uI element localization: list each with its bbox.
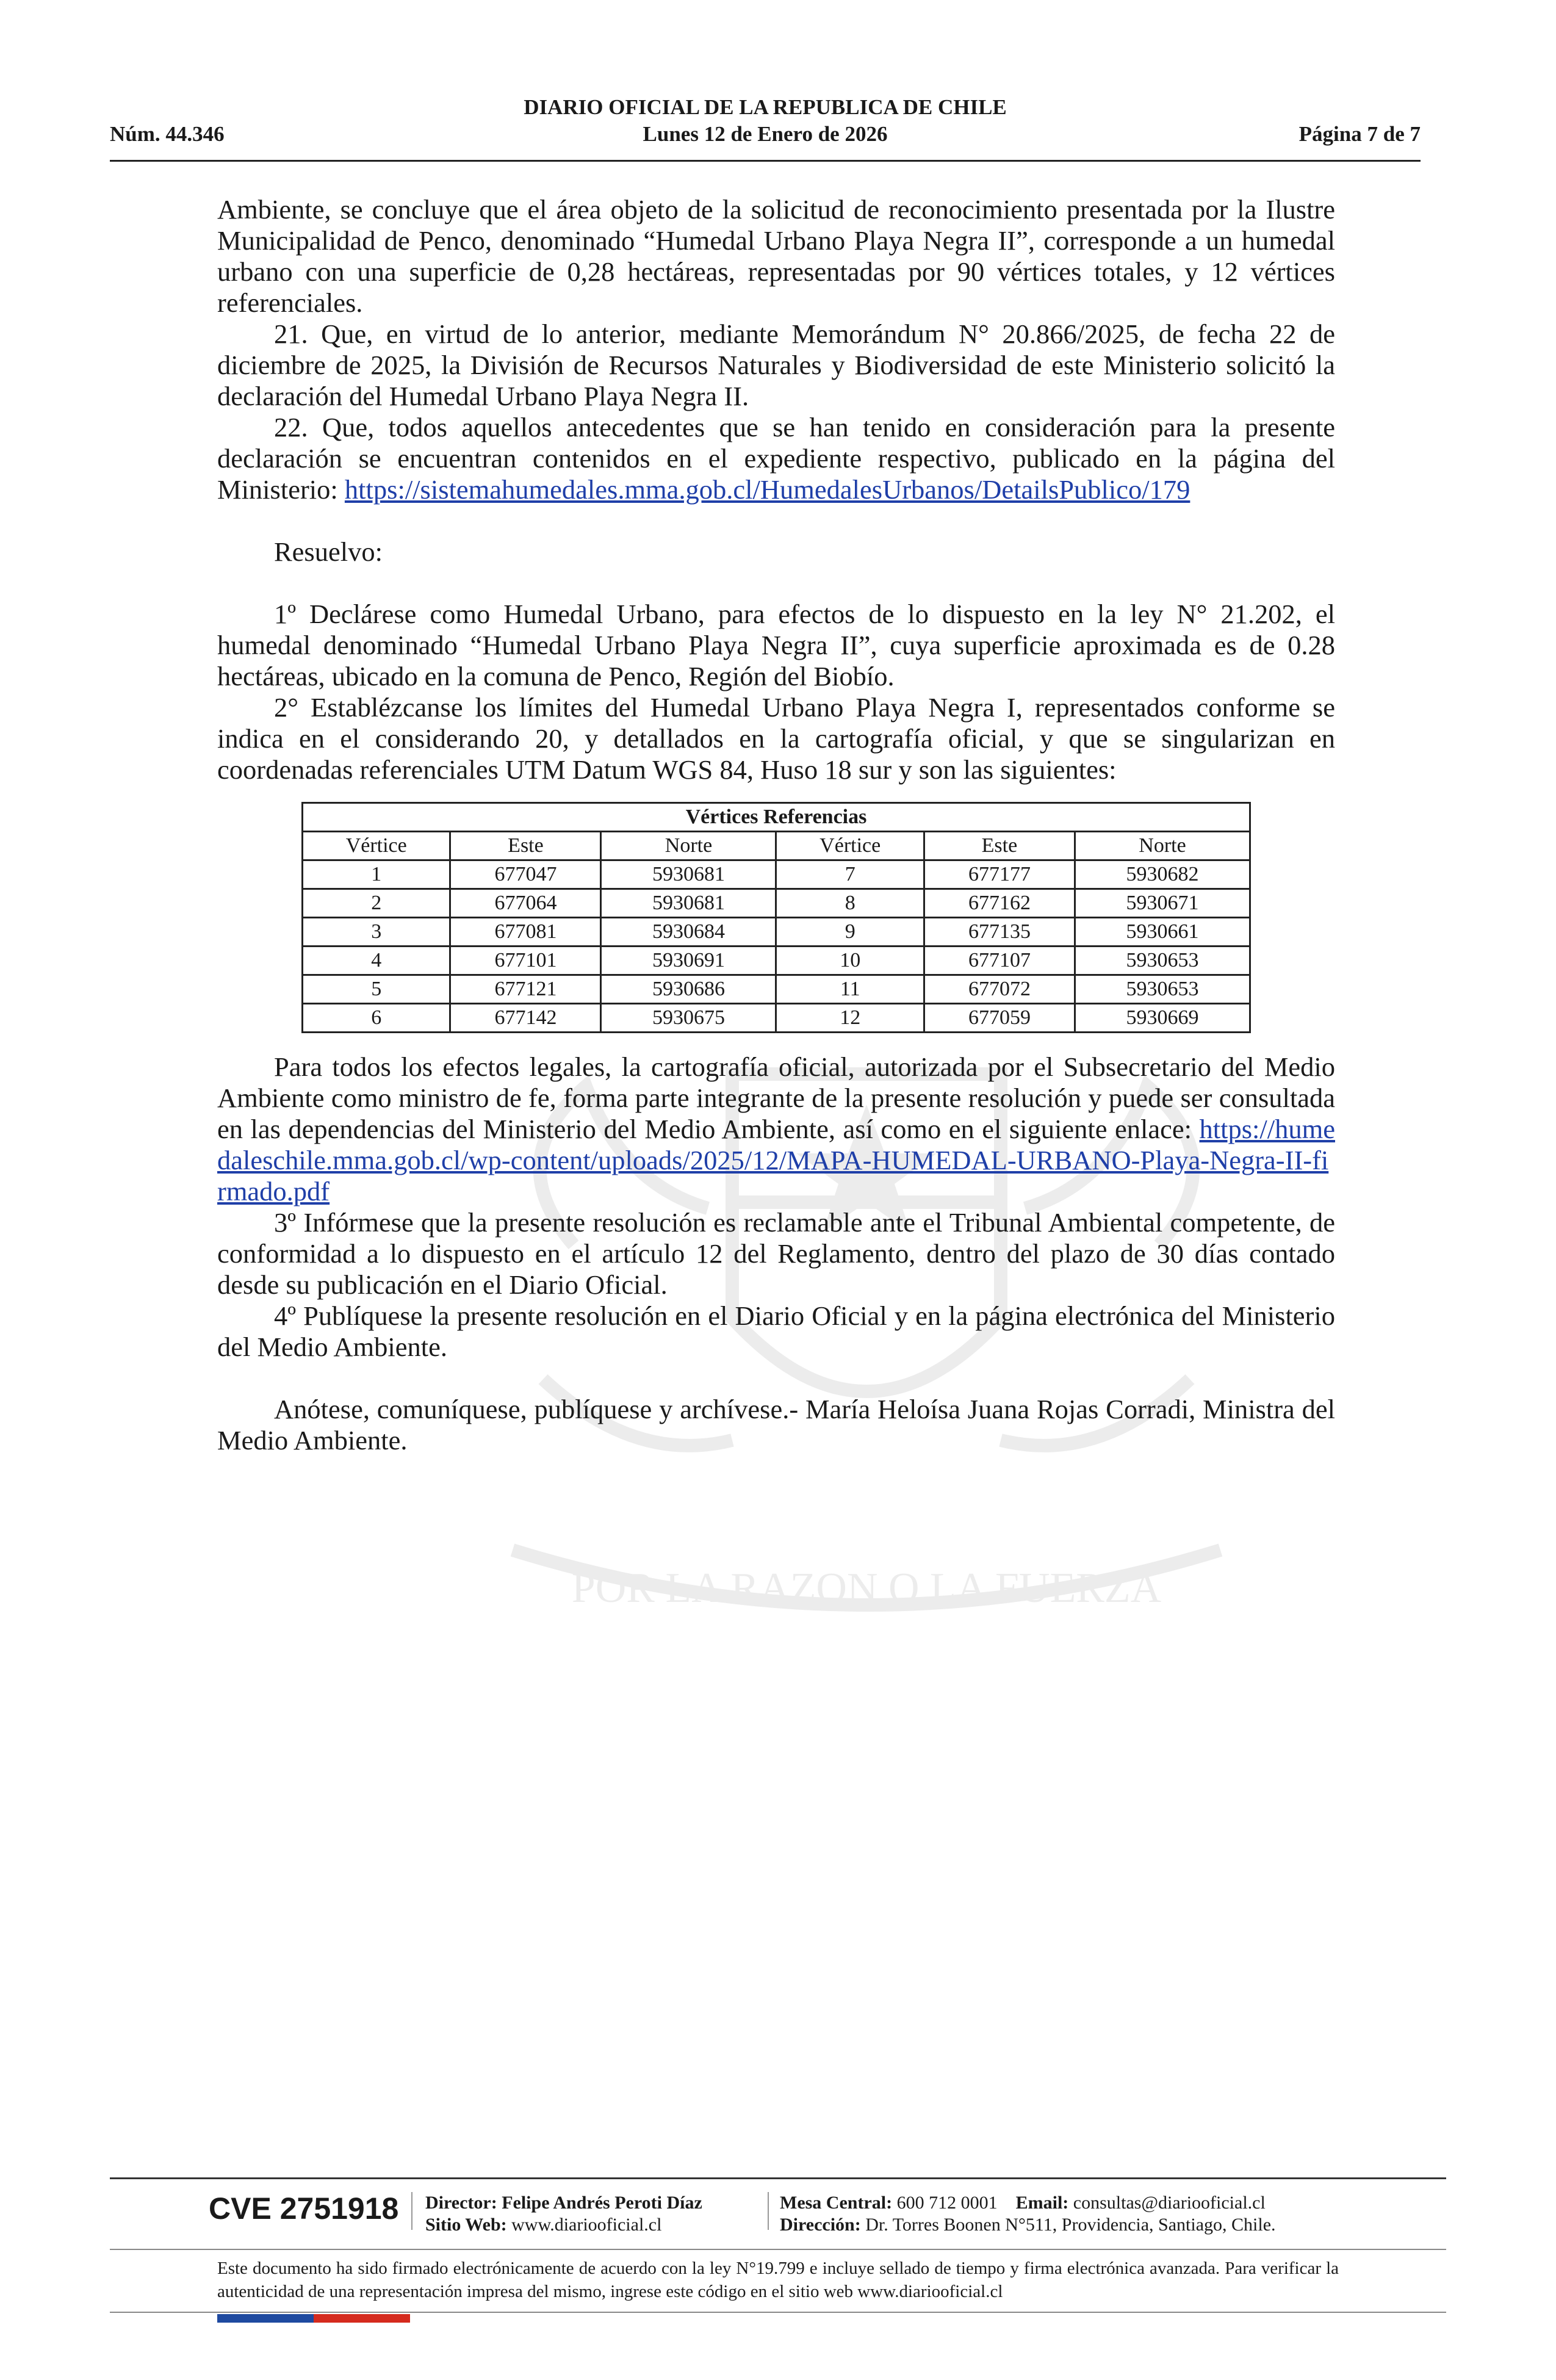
table-cell: 9 <box>776 918 924 947</box>
table-cell: 677064 <box>450 889 601 918</box>
issue-number: Núm. 44.346 <box>110 122 225 146</box>
watermark-motto: POR LA RAZON O LA FUERZA <box>571 1565 1162 1612</box>
table-cell: 10 <box>776 947 924 975</box>
resolution-2: 2° Establézcanse los límites del Humedal Urbano Playa Negra I, representados conforme se indica en el considerando 20, y detallados en la cartografía oficial, y que se singularizan en coordenadas referenciales UTM Datum WGS 84, Huso 18 sur y son las siguientes: <box>217 692 1335 785</box>
director-label: Director: <box>425 2193 497 2213</box>
table-cell: 677107 <box>924 947 1075 975</box>
table-cell: 677059 <box>924 1004 1075 1033</box>
paragraph-continuation: Ambiente, se concluye que el área objeto de la solicitud de reconocimiento presentada por la Ilustre Municipalidad de Penco, denominado “Humedal Urbano Playa Negra II”, corresponde a un humedal urbano con una superficie de 0,28 hectáreas, representadas por 90 vértices totales, y 12 vértices referenciales. <box>217 194 1335 318</box>
footer-contact-block <box>780 2192 1276 2236</box>
column-header: Norte <box>601 832 776 860</box>
chile-flag-stripe <box>217 2314 410 2323</box>
document-body <box>217 194 1335 1456</box>
table-row <box>303 947 1250 975</box>
footer-bottom-rule <box>110 2312 1446 2313</box>
column-header: Este <box>450 832 601 860</box>
table-cell: 5930669 <box>1075 1004 1250 1033</box>
column-header: Vértice <box>776 832 924 860</box>
column-header: Vértice <box>303 832 450 860</box>
table-cell: 1 <box>303 860 450 889</box>
column-header: Norte <box>1075 832 1250 860</box>
table-cell: 5930681 <box>601 889 776 918</box>
table-cell: 5930681 <box>601 860 776 889</box>
table-cell: 5930653 <box>1075 975 1250 1004</box>
flag-blue-segment <box>217 2314 314 2323</box>
table-cell: 677135 <box>924 918 1075 947</box>
director-name: Felipe Andrés Peroti Díaz <box>502 2193 702 2213</box>
table-cell: 677047 <box>450 860 601 889</box>
email-address[interactable]: consultas@diariooficial.cl <box>1073 2193 1266 2213</box>
table-row <box>303 975 1250 1004</box>
table-cell: 12 <box>776 1004 924 1033</box>
flag-red-segment <box>314 2314 410 2323</box>
page-number: Página 7 de 7 <box>1298 122 1421 146</box>
table-cell: 5930653 <box>1075 947 1250 975</box>
table-cell: 677162 <box>924 889 1075 918</box>
address-text: Dr. Torres Boonen N°511, Providencia, Santiago, Chile. <box>865 2215 1276 2235</box>
publication-title: DIARIO OFICIAL DE LA REPUBLICA DE CHILE <box>524 95 1007 119</box>
table-cell: 5930675 <box>601 1004 776 1033</box>
table-cell: 5 <box>303 975 450 1004</box>
mesa-phone: 600 712 0001 <box>896 2193 998 2213</box>
cve-code: CVE 2751918 <box>209 2191 399 2226</box>
table-cell: 677121 <box>450 975 601 1004</box>
paragraph-21: 21. Que, en virtud de lo anterior, mediante Memorándum N° 20.866/2025, de fecha 22 de diciembre de 2025, la División de Recursos Naturales y Biodiversidad de este Ministerio solicitó la declaración del Humedal Urbano Playa Negra II. <box>217 319 1335 411</box>
table-cell: 5930682 <box>1075 860 1250 889</box>
table-header-row <box>303 832 1250 860</box>
table-cell: 677101 <box>450 947 601 975</box>
page-header <box>110 93 1421 162</box>
mesa-label: Mesa Central: <box>780 2193 893 2213</box>
table-cell: 5930671 <box>1075 889 1250 918</box>
resolution-1: 1º Declárese como Humedal Urbano, para efectos de lo dispuesto en la ley N° 21.202, el humedal denominado “Humedal Urbano Playa Negra II”, cuya superficie aproximada es de 0.28 hectáreas, ubicado en la comuna de Penco, Región del Biobío. <box>217 599 1335 691</box>
expediente-link[interactable]: https://sistemahumedales.mma.gob.cl/HumedalesUrbanos/DetailsPublico/179 <box>344 474 1190 505</box>
table-cell: 5930684 <box>601 918 776 947</box>
table-cell: 7 <box>776 860 924 889</box>
table-cell: 677142 <box>450 1004 601 1033</box>
table-cell: 677177 <box>924 860 1075 889</box>
paragraph-22 <box>217 412 1335 505</box>
site-label: Sitio Web: <box>425 2215 507 2235</box>
table-cell: 2 <box>303 889 450 918</box>
table-cell: 5930691 <box>601 947 776 975</box>
table-title: Vértices Referencias <box>303 803 1250 832</box>
table-cell: 11 <box>776 975 924 1004</box>
table-row <box>303 1004 1250 1033</box>
closing-signature: Anótese, comuníquese, publíquese y archívese.- María Heloísa Juana Rojas Corradi, Ministra del Medio Ambiente. <box>217 1394 1335 1455</box>
table-cell: 3 <box>303 918 450 947</box>
table-cell: 5930686 <box>601 975 776 1004</box>
vertices-table <box>301 802 1251 1033</box>
table-row <box>303 918 1250 947</box>
publication-date: Lunes 12 de Enero de 2026 <box>643 122 888 146</box>
cartography-text: Para todos los efectos legales, la cartografía oficial, autorizada por el Subsecretario del Medio Ambiente como ministro de fe, forma parte integrante de la presente resolución y puede ser consultada en las dependencias del Ministerio del Medio Ambiente, así como en el siguiente enlace: <box>217 1051 1335 1144</box>
table-cell: 8 <box>776 889 924 918</box>
resolution-3: 3º Infórmese que la presente resolución es reclamable ante el Tribunal Ambiental competente, de conformidad a lo dispuesto en el artículo 12 del Reglamento, dentro del plazo de 30 días contado desde su publicación en el Diario Oficial. <box>217 1207 1335 1300</box>
site-url[interactable]: www.diariooficial.cl <box>511 2215 662 2235</box>
footer-legal-note: Este documento ha sido firmado electrónicamente de acuerdo con la ley N°19.799 e incluye sellado de tiempo y firma electrónica avanzada. Para verificar la autenticidad de una representación impresa del mismo, ingrese este código en el sitio web www.diariooficial.cl <box>217 2259 1339 2301</box>
footer-divider <box>411 2192 412 2230</box>
footer-divider <box>768 2192 769 2230</box>
map-pdf-link[interactable]: https://humedaleschile.mma.gob.cl/wp-content/uploads/2025/12/MAPA-HUMEDAL-URBANO-Playa-Negra-II-firmado.pdf <box>217 1114 1335 1206</box>
table-row <box>303 889 1250 918</box>
table-row <box>303 860 1250 889</box>
footer-mid-rule <box>110 2249 1446 2250</box>
page-footer <box>110 2177 1446 2321</box>
resolution-4: 4º Publíquese la presente resolución en el Diario Oficial y en la página electrónica del Ministerio del Medio Ambiente. <box>217 1300 1335 1362</box>
address-label: Dirección: <box>780 2215 861 2235</box>
footer-director-block <box>425 2192 702 2236</box>
table-cell: 6 <box>303 1004 450 1033</box>
email-label: Email: <box>1015 2193 1069 2213</box>
footer-top-rule <box>110 2177 1446 2179</box>
table-cell: 5930661 <box>1075 918 1250 947</box>
table-cell: 677072 <box>924 975 1075 1004</box>
header-center <box>110 94 1421 148</box>
table-cell: 4 <box>303 947 450 975</box>
column-header: Este <box>924 832 1075 860</box>
table-cell: 677081 <box>450 918 601 947</box>
paragraph-22-text: 22. Que, todos aquellos antecedentes que se han tenido en consideración para la presente declaración se encuentran contenidos en el expediente respectivo, publicado en la página del Ministerio: <box>217 412 1335 505</box>
cartography-paragraph <box>217 1051 1335 1207</box>
resuelvo-heading: Resuelvo: <box>274 536 383 567</box>
